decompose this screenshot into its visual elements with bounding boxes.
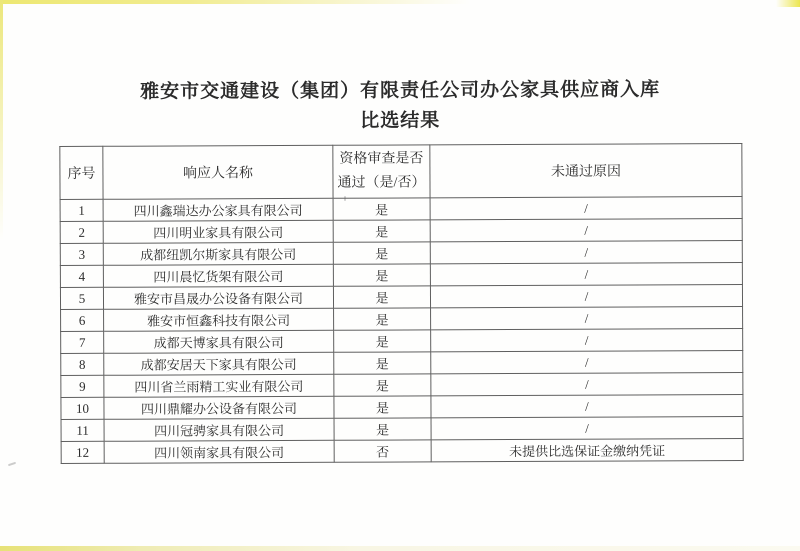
fail-reason: / [430, 285, 742, 308]
row-number: 12 [61, 441, 104, 463]
qualification-result: 是 [334, 396, 431, 418]
qualification-result: 是 [334, 352, 431, 374]
respondent-name: 四川冠骋家具有限公司 [104, 418, 334, 441]
row-number: 4 [60, 265, 103, 287]
qualification-result: 是 [334, 308, 431, 330]
respondent-name: 雅安市昌晟办公设备有限公司 [103, 286, 333, 309]
table-row [61, 417, 743, 442]
qualification-result: 是 [333, 264, 430, 286]
table-header-row [60, 144, 742, 200]
qualification-result: 是 [334, 418, 431, 440]
qualification-result: 是 [334, 330, 431, 352]
fail-reason: / [430, 219, 742, 242]
fail-reason: / [431, 417, 743, 440]
qualification-result: 是 [333, 242, 430, 264]
respondent-name: 四川鼎耀办公设备有限公司 [104, 396, 334, 419]
table-row [60, 219, 742, 244]
qualification-result: 是 [333, 220, 430, 242]
document-title-line2: 比选结果 [360, 110, 441, 132]
fail-reason: / [431, 307, 743, 330]
fail-reason: / [431, 351, 743, 374]
row-number: 5 [60, 287, 103, 309]
fail-reason: / [431, 329, 743, 352]
table-row [61, 395, 743, 420]
row-number: 7 [61, 331, 104, 353]
selection-result-table [59, 143, 743, 464]
respondent-name: 成都天博家具有限公司 [104, 330, 334, 353]
respondent-name: 四川领南家具有限公司 [104, 440, 334, 463]
respondent-name: 四川鑫瑞达办公家具有限公司 [103, 198, 333, 221]
document-title [59, 79, 741, 134]
respondent-name: 成都纽凯尔斯家具有限公司 [103, 242, 333, 265]
table-row [60, 263, 742, 288]
qualification-result: 是 [334, 374, 431, 396]
header-qualification-line2: 通过（是/否） [337, 175, 426, 191]
row-number: 9 [61, 375, 104, 397]
table-row [61, 439, 743, 464]
respondent-name: 四川省兰雨精工实业有限公司 [104, 374, 334, 397]
row-number: 1 [60, 199, 103, 221]
fail-reason: / [431, 373, 743, 396]
respondent-name: 成都安居天下家具有限公司 [104, 352, 334, 375]
fail-reason: / [430, 263, 742, 286]
document-title-line1: 雅安市交通建设（集团）有限责任公司办公家具供应商入库 [140, 79, 661, 103]
row-number: 10 [61, 397, 104, 419]
fail-reason: / [431, 395, 743, 418]
respondent-name: 四川明业家具有限公司 [103, 220, 333, 243]
header-qualification-review [333, 145, 430, 198]
qualification-result: 是 [333, 286, 430, 308]
table-row [61, 373, 743, 398]
fail-reason: / [430, 241, 742, 264]
table-row [60, 241, 742, 266]
scan-edge-bottom [0, 546, 800, 551]
row-number: 11 [61, 419, 104, 441]
fail-reason: / [430, 197, 742, 220]
header-qualification-line1: 资格审查是否 [339, 151, 424, 167]
respondent-name: 四川晨忆货架有限公司 [103, 264, 333, 287]
header-fail-reason: 未通过原因 [430, 144, 742, 198]
table-row [60, 197, 742, 222]
qualification-result: 否 [334, 440, 431, 462]
row-number: 6 [61, 309, 104, 331]
respondent-name: 雅安市恒鑫科技有限公司 [104, 308, 334, 331]
table-row [61, 307, 743, 332]
row-number: 3 [60, 243, 103, 265]
header-serial-number: 序号 [60, 146, 103, 199]
fail-reason: 未提供比选保证金缴纳凭证 [431, 439, 743, 462]
table-row [61, 351, 743, 376]
header-respondent-name: 响应人名称 [103, 145, 333, 199]
table-row [61, 329, 743, 354]
table-row [60, 285, 742, 310]
row-number: 2 [60, 221, 103, 243]
qualification-result: 是 [333, 198, 430, 220]
row-number: 8 [61, 353, 104, 375]
